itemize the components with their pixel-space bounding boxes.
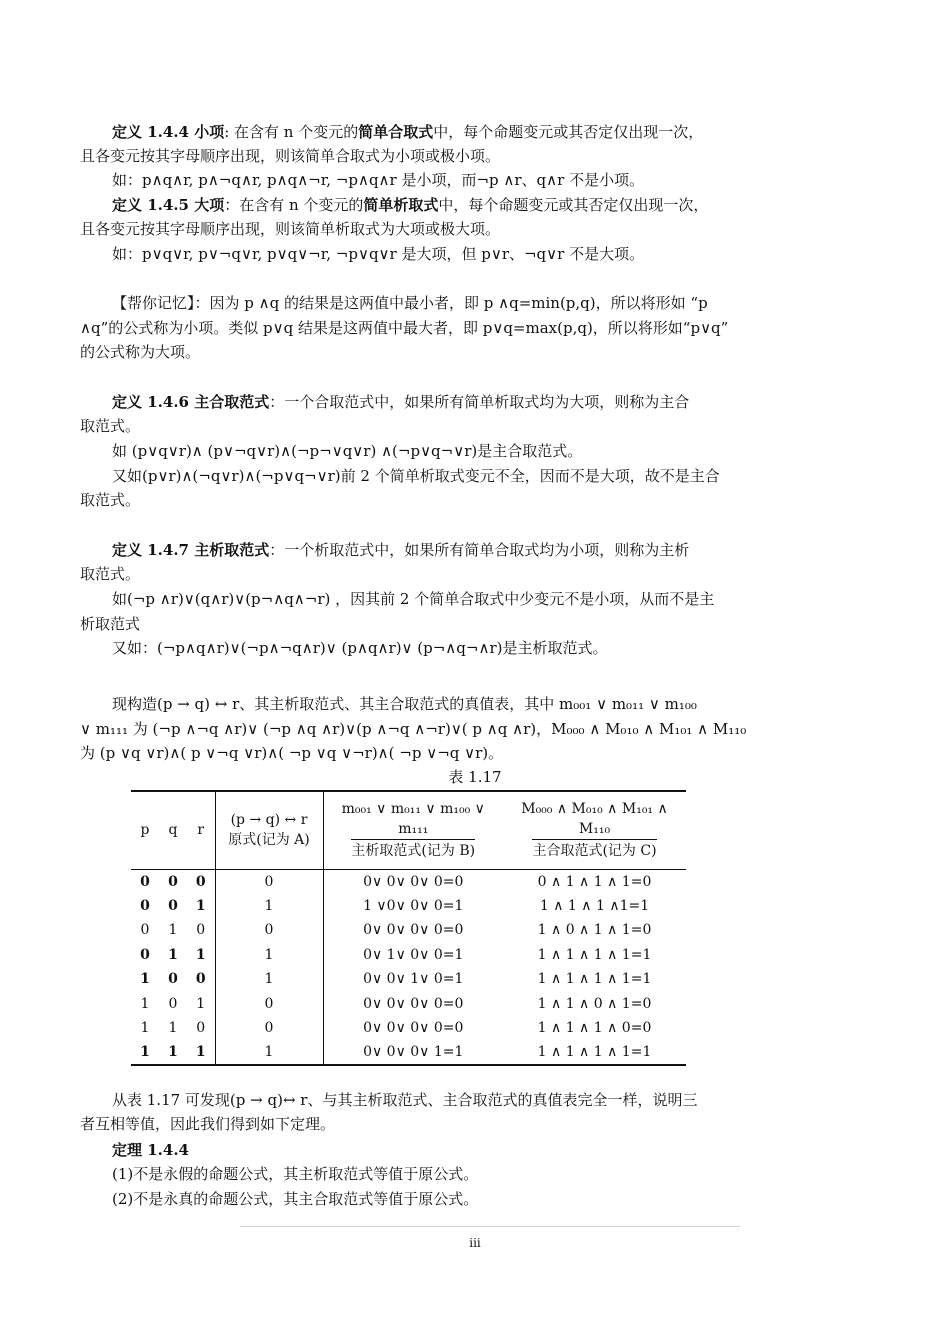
- cell-p: 0: [140, 922, 150, 939]
- header-b-formula-cont: m₁₁₁: [398, 821, 429, 838]
- header-c-formula-cont: M₁₁₀: [578, 821, 611, 838]
- header-c: [503, 791, 686, 869]
- memo-line2: ∧q”的公式称为小项。类似 p∨q 结果是这两值中最大者，即 p∨q=max(p,q)，所以将形如“p∨q”: [80, 319, 729, 337]
- def-1-4-5-line2: 且各变元按其字母顺序出现，则该简单析取式为大项或极大项。: [80, 220, 501, 238]
- cell-a: 1: [215, 943, 323, 968]
- cell-q: 0: [168, 971, 178, 988]
- def-1-4-6-example1: 如 (p∨q∨r)∧ (p∨¬q∨r)∧(¬p¬∨q∨r) ∧(¬p∨q¬∨r)是主合取范式。: [112, 442, 583, 460]
- cell-q: 0: [168, 897, 178, 914]
- table-row: [131, 894, 686, 919]
- def-1-4-7-example3: 又如：(¬p∧q∧r)∨(¬p∧¬q∧r)∨ (p∧q∧r)∨ (p¬∧q¬∧r)是主析取范式。: [112, 639, 608, 657]
- conclusion-line1: 从表 1.17 可发现(p → q)↔ r、与其主析取范式、主合取范式的真值表完全一样，说明三: [112, 1091, 698, 1109]
- cell-c: 1 ∧ 1 ∧ 1 ∧ 1=1: [537, 1044, 652, 1061]
- cell-r: 0: [195, 873, 206, 890]
- cell-q: 1: [168, 1044, 178, 1061]
- table-row: [131, 992, 686, 1017]
- header-c-label: 主合取范式(记为 C): [532, 839, 656, 861]
- def-1-4-6-line1: [112, 390, 740, 414]
- page-number: iii: [469, 1236, 481, 1250]
- def-1-4-6-text: ：一个合取范式中，如果所有简单析取式均为大项，则称为主合: [269, 393, 690, 411]
- def-1-4-7-heading: 定义 1.4.7 主析取范式: [112, 541, 270, 559]
- def-1-4-4-text-b: 中，每个命题变元或其否定仅出现一次，: [433, 123, 704, 141]
- construct-line3: 为 (p ∨q ∨r)∧( p ∨¬q ∨r)∧( ¬p ∨q ∨¬r)∧( ¬p ∨¬q ∨r)。: [80, 744, 504, 762]
- conclusion-line2: 者互相等值，因此我们得到如下定理。: [80, 1115, 336, 1133]
- def-1-4-7-line1: [112, 538, 740, 562]
- cell-b: 1 ∨0∨ 0∨ 0=1: [323, 894, 503, 919]
- def-1-4-5-heading: 定义 1.4.5 大项: [112, 196, 225, 214]
- cell-r: 0: [196, 922, 206, 939]
- def-1-4-7-line2: 取范式。: [80, 565, 141, 583]
- cell-c: 1 ∧ 1 ∧ 1 ∧ 0=0: [537, 1020, 652, 1037]
- def-1-4-6-line2: 取范式。: [80, 417, 141, 435]
- cell-p: 1: [140, 995, 150, 1012]
- def-1-4-4-text: : 在含有 n 个变元的: [224, 123, 359, 141]
- cell-q: 1: [168, 946, 178, 963]
- header-r: r: [197, 822, 205, 839]
- cell-a: 0: [215, 869, 323, 894]
- cell-p: 0: [140, 946, 150, 963]
- def-1-4-5-text: ：在含有 n 个变元的: [224, 196, 364, 214]
- def-1-4-7-example1: 如(¬p ∧r)∨(q∧r)∨(p¬∧q∧¬r) ，因其前 2 个简单合取式中少变元不是小项，从而不是主: [112, 590, 715, 608]
- cell-c: 0 ∧ 1 ∧ 1 ∧ 1=0: [537, 873, 652, 890]
- cell-r: 0: [196, 1020, 206, 1037]
- cell-p: 0: [140, 873, 150, 890]
- construct-line2: ∨ m₁₁₁ 为 (¬p ∧¬q ∧r)∨ (¬p ∧q ∧r)∨(p ∧¬q ∧¬r)∨( p ∧q ∧r)，M₀₀₀ ∧ M₀₁₀ ∧ M₁₀₁ ∧ M₁₁₀: [80, 720, 747, 738]
- cell-r: 1: [196, 995, 206, 1012]
- header-a-label: 原式(记为 A): [228, 832, 310, 849]
- table-row: [131, 918, 686, 943]
- header-b: [323, 791, 503, 869]
- cell-a: 0: [215, 992, 323, 1017]
- def-1-4-4-line1: [112, 120, 740, 144]
- cell-q: 1: [168, 1020, 178, 1037]
- cell-b: 0∨ 1∨ 0∨ 0=1: [323, 943, 503, 968]
- header-b-label: 主析取范式(记为 B): [351, 839, 475, 861]
- cell-a: 1: [215, 1041, 323, 1066]
- header-b-formula: m₀₀₁ ∨ m₀₁₁ ∨ m₁₀₀ ∨: [341, 801, 485, 818]
- def-1-4-6-heading: 定义 1.4.6 主合取范式: [112, 393, 270, 411]
- cell-a: 0: [215, 1016, 323, 1041]
- cell-a: 1: [215, 967, 323, 992]
- memo-line3: 的公式称为大项。: [80, 343, 201, 361]
- table-row: [131, 943, 686, 968]
- cell-p: 1: [140, 1044, 150, 1061]
- table-header-row: [131, 791, 686, 869]
- cell-a: 1: [215, 894, 323, 919]
- cell-a: 0: [215, 918, 323, 943]
- def-1-4-4-example: 如：p∧q∧r, p∧¬q∧r, p∧q∧¬r, ¬p∧q∧r 是小项，而¬p ∧r、q∧r 不是小项。: [112, 171, 645, 189]
- def-1-4-6-example3: 取范式。: [80, 491, 141, 509]
- table-row: [131, 967, 686, 992]
- def-1-4-5-term: 简单析取式: [363, 196, 439, 214]
- def-1-4-4-term: 简单合取式: [358, 123, 434, 141]
- def-1-4-5-line1: [112, 193, 740, 217]
- table-row: [131, 1041, 686, 1066]
- header-p: p: [140, 822, 150, 839]
- def-1-4-5-example: 如：p∨q∨r, p∨¬q∨r, p∨q∨¬r, ¬p∨q∨r 是大项，但 p∨r、¬q∨r 不是大项。: [112, 245, 645, 263]
- cell-r: 1: [195, 1044, 206, 1061]
- cell-b: 0∨ 0∨ 0∨ 0=0: [323, 1016, 503, 1041]
- memo-line1: 【帮你记忆】：因为 p ∧q 的结果是这两值中最小者，即 p ∧q=min(p,q)，所以将形如 “p: [112, 294, 708, 312]
- def-1-4-6-example2: 又如(p∨r)∧(¬q∨r)∧(¬p∨q¬∨r)前 2 个简单析取式变元不全，因而不是大项，故不是主合: [112, 467, 720, 485]
- def-1-4-4-line2: 且各变元按其字母顺序出现，则该简单合取式为小项或极小项。: [80, 147, 501, 165]
- cell-b: 0∨ 0∨ 0∨ 1=1: [323, 1041, 503, 1066]
- header-a: [215, 791, 323, 869]
- cell-b: 0∨ 0∨ 0∨ 0=0: [323, 992, 503, 1017]
- def-1-4-7-text: ：一个析取范式中，如果所有简单合取式均为小项，则称为主析: [269, 541, 690, 559]
- theorem-item-2: (2)不是永真的命题公式，其主合取范式等值于原公式。: [112, 1190, 479, 1208]
- footer-rule: [240, 1226, 740, 1227]
- truth-table: [131, 790, 686, 1066]
- cell-c: 1 ∧ 1 ∧ 1 ∧ 1=1: [537, 971, 652, 988]
- table-row: [131, 1016, 686, 1041]
- def-1-4-4-heading: 定义 1.4.4 小项: [112, 123, 225, 141]
- cell-r: 1: [195, 946, 206, 963]
- cell-q: 1: [168, 922, 178, 939]
- cell-p: 1: [140, 1020, 150, 1037]
- table-row: [131, 869, 686, 894]
- cell-c: 1 ∧ 1 ∧ 1 ∧1=1: [539, 897, 650, 914]
- cell-q: 0: [168, 995, 178, 1012]
- cell-b: 0∨ 0∨ 1∨ 0=1: [323, 967, 503, 992]
- cell-b: 0∨ 0∨ 0∨ 0=0: [323, 918, 503, 943]
- cell-b: 0∨ 0∨ 0∨ 0=0: [323, 869, 503, 894]
- cell-p: 1: [140, 971, 150, 988]
- header-c-formula: M₀₀₀ ∧ M₀₁₀ ∧ M₁₀₁ ∧: [521, 801, 668, 818]
- table-caption: 表 1.17: [448, 768, 502, 786]
- header-a-formula: (p → q) ↔ r: [230, 812, 308, 829]
- cell-c: 1 ∧ 0 ∧ 1 ∧ 1=0: [537, 922, 652, 939]
- cell-p: 0: [140, 897, 150, 914]
- cell-r: 1: [195, 897, 206, 914]
- header-q: q: [168, 822, 178, 839]
- cell-c: 1 ∧ 1 ∧ 1 ∧ 1=1: [537, 946, 652, 963]
- theorem-heading: 定理 1.4.4: [112, 1141, 189, 1159]
- cell-c: 1 ∧ 1 ∧ 0 ∧ 1=0: [537, 995, 652, 1012]
- construct-line1: 现构造(p → q) ↔ r、其主析取范式、其主合取范式的真值表，其中 m₀₀₁ ∨ m₀₁₁ ∨ m₁₀₀: [112, 695, 697, 713]
- theorem-item-1: (1)不是永假的命题公式，其主析取范式等值于原公式。: [112, 1165, 479, 1183]
- cell-r: 0: [195, 971, 206, 988]
- truth-table-body: [131, 869, 686, 1065]
- def-1-4-5-text-b: 中，每个命题变元或其否定仅出现一次，: [438, 196, 709, 214]
- cell-q: 0: [168, 873, 178, 890]
- def-1-4-7-example2: 析取范式: [80, 615, 141, 633]
